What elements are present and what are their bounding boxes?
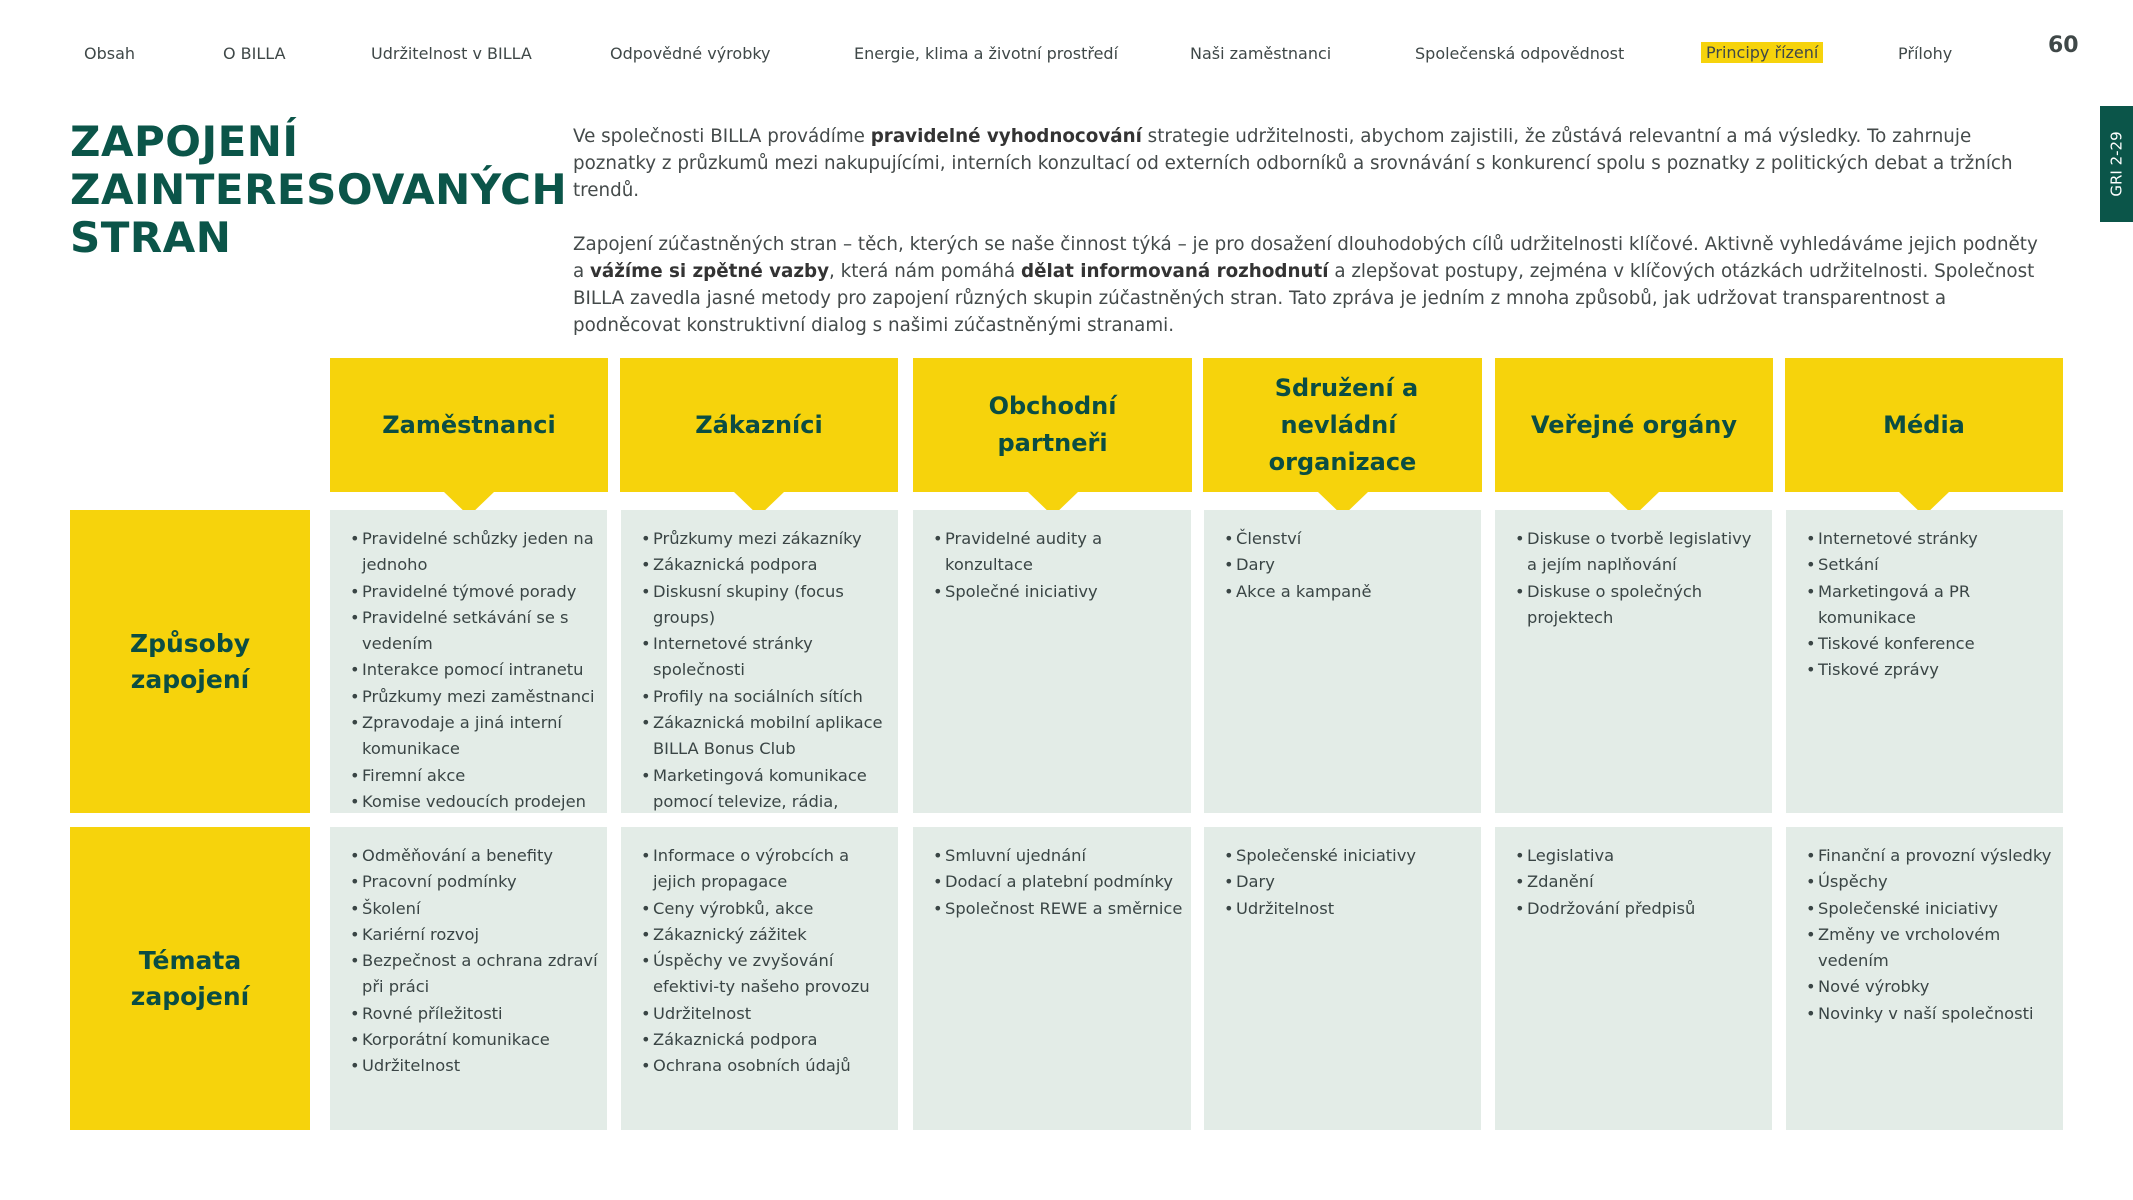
- row-header-temata-zapojeni: [70, 827, 310, 1130]
- list-item: • Diskuse o tvorbě legislativy a jejím naplňování: [1515, 526, 1764, 579]
- bullet-list: [1515, 526, 1764, 631]
- intro-paragraph-2: [573, 231, 2043, 339]
- list-item: • Úspěchy ve zvyšování efektivi-ty našeho provozu: [641, 948, 890, 1001]
- list-item: • Setkání: [1806, 552, 2055, 578]
- row-title-line-1: Způsoby: [129, 628, 251, 658]
- list-item: • Ochrana osobních údajů: [641, 1053, 890, 1079]
- list-item: • Úspěchy: [1806, 869, 2055, 895]
- row-title: [131, 943, 249, 1015]
- list-item: • Pravidelné audity a konzultace: [933, 526, 1183, 579]
- list-item: • Kariérní rozvoj: [350, 922, 599, 948]
- list-item: • Odměňování a benefity: [350, 843, 599, 869]
- nav-item-obsah[interactable]: Obsah: [84, 44, 136, 63]
- nav-item-prilohy[interactable]: Přílohy: [1898, 44, 1953, 63]
- list-item: • Diskuse o společných projektech: [1515, 579, 1764, 632]
- list-item: • Marketingová a PR komunikace: [1806, 579, 2055, 632]
- intro-p1-text: Ve společnosti BILLA provádíme: [573, 126, 871, 147]
- list-item: • Rovné příležitosti: [350, 1001, 599, 1027]
- list-item: • Internetové stránky společnosti: [641, 631, 890, 684]
- page-number: 60: [2048, 33, 2079, 58]
- list-item: • Dary: [1224, 869, 1473, 895]
- cell-sdruzeni-zpusoby: [1204, 510, 1481, 813]
- intro-p2-bold: vážíme si zpětné vazby: [590, 261, 830, 282]
- list-item: • Tiskové zprávy: [1806, 657, 2055, 683]
- gri-tab: [2100, 106, 2133, 222]
- list-item: • Akce a kampaně: [1224, 579, 1473, 605]
- column-title: Veřejné orgány: [1530, 410, 1738, 439]
- list-item: • Členství: [1224, 526, 1473, 552]
- list-item: • Pravidelné schůzky jeden na jednoho: [350, 526, 599, 579]
- list-item: • Zákaznická mobilní aplikace BILLA Bonus Club: [641, 710, 890, 763]
- title-line-1: ZAPOJENÍ: [70, 117, 299, 166]
- list-item: • Novinky v naší společnosti: [1806, 1001, 2055, 1027]
- list-item: • Smluvní ujednání: [933, 843, 1183, 869]
- bullet-list: [641, 843, 890, 1080]
- list-item: • Zákaznický zážitek: [641, 922, 890, 948]
- list-item: • Dary: [1224, 552, 1473, 578]
- list-item: • Marketingová komunikace pomocí televize, rádia,: [641, 763, 890, 813]
- nav-item-principy-rizeni[interactable]: Principy řízení: [1701, 42, 1823, 63]
- cell-media-temata: [1786, 827, 2063, 1130]
- list-item: • Legislativa: [1515, 843, 1764, 869]
- bullet-list: [933, 526, 1183, 605]
- intro-p2-text: Zapojení zúčastněných stran – těch, kterých se naše činnost týká – je pro dosažení dlouhodobých cílů udržitelnosti klíčové. Aktivně vyhledáváme jejich podněty a: [573, 234, 2038, 282]
- nav-item-odpovedne-vyrobky[interactable]: Odpovědné výrobky: [610, 44, 771, 63]
- cell-verejne-organy-temata: [1495, 827, 1772, 1130]
- list-item: • Nové výrobky: [1806, 974, 2055, 1000]
- list-item: • Diskusní skupiny (focus groups): [641, 579, 890, 632]
- list-item: • Průzkumy mezi zaměstnanci: [350, 684, 599, 710]
- list-item: • Udržitelnost: [350, 1053, 599, 1079]
- list-item: • Finanční a provozní výsledky: [1806, 843, 2055, 869]
- cell-obchodni-partneri-temata: [913, 827, 1191, 1130]
- list-item: • Interakce pomocí intranetu: [350, 657, 599, 683]
- list-item: • Zákaznická podpora: [641, 1027, 890, 1053]
- page-title: [70, 117, 568, 262]
- list-item: • Pravidelné setkávání se s vedením: [350, 605, 599, 658]
- column-header-zamestnanci: [330, 358, 608, 492]
- cell-sdruzeni-temata: [1204, 827, 1481, 1130]
- bullet-list: [1224, 843, 1473, 922]
- cell-zamestnanci-temata: [330, 827, 607, 1130]
- list-item: • Internetové stránky: [1806, 526, 2055, 552]
- column-title: Zákazníci: [695, 410, 823, 439]
- row-title-line-2: zapojení: [130, 664, 250, 694]
- cell-obchodni-partneri-zpusoby: [913, 510, 1191, 813]
- list-item: • Bezpečnost a ochrana zdraví při práci: [350, 948, 599, 1001]
- intro-p1-bold: pravidelné vyhodnocování: [870, 126, 1142, 147]
- bullet-list: [641, 526, 890, 813]
- list-item: • Společenské iniciativy: [1806, 896, 2055, 922]
- column-title: Zaměstnanci: [382, 410, 556, 439]
- list-item: • Pracovní podmínky: [350, 869, 599, 895]
- column-header-verejne-organy: [1495, 358, 1773, 492]
- column-title-line-2: partneři: [997, 429, 1108, 457]
- column-header-obchodni-partneri: [913, 358, 1192, 492]
- bullet-list: [350, 843, 599, 1080]
- bullet-list: [1806, 526, 2055, 684]
- list-item: • Udržitelnost: [641, 1001, 890, 1027]
- list-item: • Zpravodaje a jiná interní komunikace: [350, 710, 599, 763]
- cell-zakaznici-zpusoby: [621, 510, 898, 813]
- intro-p1-text: strategie udržitelnosti, abychom zajistili, že zůstává relevantní a má výsledky. To zahrnuje poznatky z průzkumů mezi nakupujícími, interních konzultací od externích odborníků a srovnávání s konkurencí spolu s poznatky z politických debat a tržních trendů.: [573, 126, 2013, 201]
- cell-verejne-organy-zpusoby: [1495, 510, 1772, 813]
- list-item: • Společnost REWE a směrnice: [933, 896, 1183, 922]
- cell-media-zpusoby: [1786, 510, 2063, 813]
- list-item: • Průzkumy mezi zákazníky: [641, 526, 890, 552]
- column-header-sdruzeni: [1203, 358, 1482, 492]
- column-title: Média: [1883, 410, 1965, 439]
- gri-tab-label: GRI 2-29: [2107, 131, 2126, 197]
- column-title: [973, 388, 1133, 462]
- column-header-media: [1785, 358, 2063, 492]
- row-title: [130, 626, 250, 698]
- intro-p2-text: a zlepšovat postupy, zejména v klíčových otázkách udržitelnosti. Společnost BILLA zavedla jasné metody pro zapojení různých skupin zúčastněných stran. Tato zpráva je jedním z mnoha způsobů, jak udržovat transparentnost a podněcovat konstruktivní dialog s našimi zúčastněnými stranami.: [573, 261, 2035, 336]
- bullet-list: [1224, 526, 1473, 605]
- bullet-list: [350, 526, 599, 813]
- column-title-line-2: organizace: [1268, 447, 1417, 476]
- list-item: • Společné iniciativy: [933, 579, 1183, 605]
- list-item: • Společenské iniciativy: [1224, 843, 1473, 869]
- top-navigation: [84, 44, 1984, 68]
- list-item: • Zdanění: [1515, 869, 1764, 895]
- list-item: • Změny ve vrcholovém vedením: [1806, 922, 2055, 975]
- title-line-2: ZAINTERESOVANÝCH: [70, 165, 568, 214]
- intro-paragraph-1: [573, 123, 2043, 204]
- list-item: • Firemní akce: [350, 763, 599, 789]
- row-header-zpusoby-zapojeni: [70, 510, 310, 813]
- nav-item-zamestnanci[interactable]: Naši zaměstnanci: [1190, 44, 1332, 63]
- list-item: • Dodací a platební podmínky: [933, 869, 1183, 895]
- bullet-list: [933, 843, 1183, 922]
- column-title: [1203, 370, 1482, 481]
- list-item: • Informace o výrobcích a jejich propagace: [641, 843, 890, 896]
- nav-item-o-billa[interactable]: O BILLA: [223, 44, 286, 63]
- intro-text: [573, 123, 2043, 366]
- bullet-list: [1806, 843, 2055, 1027]
- list-item: • Ceny výrobků, akce: [641, 896, 890, 922]
- nav-item-energie[interactable]: Energie, klima a životní prostředí: [854, 44, 1119, 63]
- cell-zamestnanci-zpusoby: [330, 510, 607, 813]
- list-item: • Profily na sociálních sítích: [641, 684, 890, 710]
- list-item: • Školení: [350, 896, 599, 922]
- intro-p2-bold: dělat informovaná rozhodnutí: [1021, 261, 1329, 282]
- intro-p2-text: , která nám pomáhá: [829, 261, 1022, 282]
- column-title-line-1: Sdružení a nevládní: [1274, 373, 1419, 439]
- nav-item-spolecenska-odpovednost[interactable]: Společenská odpovědnost: [1415, 44, 1625, 63]
- list-item: • Dodržování předpisů: [1515, 896, 1764, 922]
- list-item: • Zákaznická podpora: [641, 552, 890, 578]
- list-item: • Korporátní komunikace: [350, 1027, 599, 1053]
- column-title-line-1: Obchodní: [988, 392, 1117, 420]
- bullet-list: [1515, 843, 1764, 922]
- nav-item-udrzitelnost[interactable]: Udržitelnost v BILLA: [371, 44, 532, 63]
- list-item: • Pravidelné týmové porady: [350, 579, 599, 605]
- list-item: • Komise vedoucích prodejen: [350, 789, 599, 813]
- cell-zakaznici-temata: [621, 827, 898, 1130]
- row-title-line-2: zapojení: [130, 981, 250, 1011]
- row-title-line-1: Témata: [138, 945, 242, 975]
- list-item: • Tiskové konference: [1806, 631, 2055, 657]
- list-item: • Udržitelnost: [1224, 896, 1473, 922]
- column-header-zakaznici: [620, 358, 898, 492]
- title-line-3: STRAN: [70, 213, 232, 262]
